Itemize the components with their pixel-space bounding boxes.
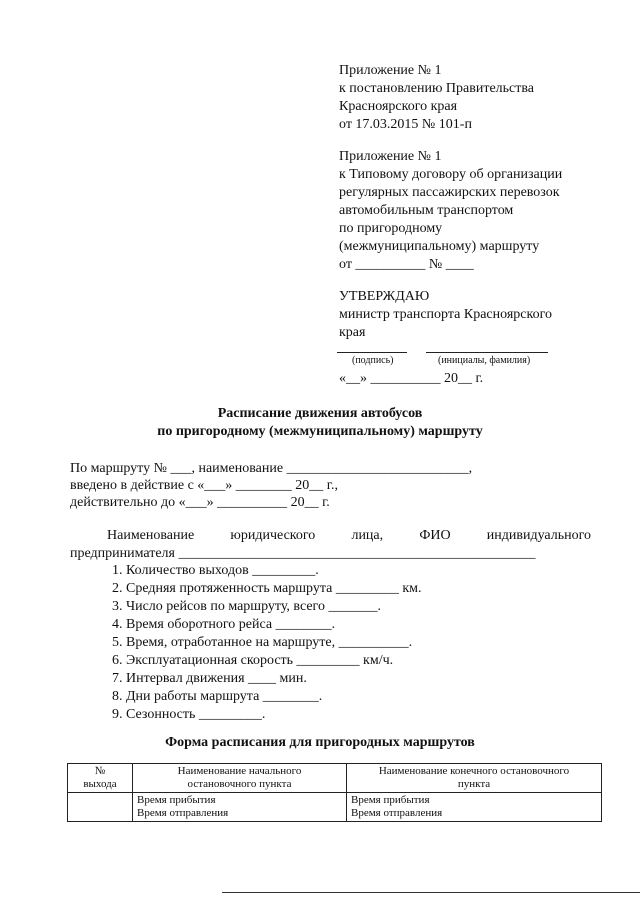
list-item: 6. Эксплуатационная скорость _________ км/ч. [112, 653, 394, 668]
entity-word: ФИО [419, 528, 451, 543]
entity-word: Наименование [107, 528, 195, 543]
document-heading-line: Расписание движения автобусов [217, 406, 423, 421]
column-header-line: остановочного пункта [187, 778, 292, 790]
list-item: 3. Число рейсов по маршруту, всего _______. [112, 599, 381, 614]
list-item: 2. Средняя протяженность маршрута _________ км. [112, 581, 422, 596]
column-header-line: пункта [457, 778, 491, 790]
appendix-resolution-line: Красноярского края [339, 99, 458, 114]
appendix-contract-line: Приложение № 1 [339, 149, 442, 164]
list-item: 4. Время оборотного рейса ________. [112, 617, 336, 632]
list-item: 8. Дни работы маршрута ________. [112, 689, 323, 704]
column-header-line: выхода [83, 778, 117, 790]
entity-label-line [107, 527, 591, 545]
table-header-row [68, 764, 602, 793]
entity-word: юридического [230, 528, 316, 543]
list-item: 1. Количество выходов _________. [112, 563, 319, 578]
column-header-exit-number [68, 764, 133, 793]
signature-line [337, 352, 407, 353]
approve-position-line: края [339, 325, 366, 340]
column-header-end-stop [347, 764, 602, 793]
route-info-line: действительно до «___» __________ 20__ г. [70, 495, 330, 510]
appendix-contract-line: по пригородному [339, 221, 443, 236]
route-info-line: По маршруту № ___, наименование __________________________, [70, 461, 473, 476]
name-caption: (инициалы, фамилия) [438, 355, 531, 366]
appendix-resolution-line: Приложение № 1 [339, 63, 442, 78]
form-heading: Форма расписания для пригородных маршрутов [165, 735, 475, 750]
arrival-label: Время прибытия [351, 794, 430, 806]
entity-field-line: предпринимателя ___________________________________________________ [70, 546, 536, 561]
name-line [426, 352, 548, 353]
page-bottom-line [222, 892, 640, 893]
appendix-resolution-line: к постановлению Правительства [339, 81, 535, 96]
appendix-resolution-line: от 17.03.2015 № 101-п [339, 117, 472, 132]
route-parameters-list [112, 562, 422, 724]
document-heading [0, 405, 640, 441]
appendix-contract-line: к Типовому договору об организации [339, 167, 563, 182]
approve-position-line: министр транспорта Красноярского [339, 307, 552, 322]
entity-word: индивидуального [486, 528, 591, 543]
appendix-contract-block [339, 148, 562, 274]
appendix-contract-line: от __________ № ____ [339, 257, 474, 272]
column-header-line: Наименование начального [177, 765, 302, 777]
table-cell-end-stop [347, 793, 602, 822]
arrival-label: Время прибытия [137, 794, 216, 806]
schedule-table [67, 763, 602, 822]
list-item: 9. Сезонность _________. [112, 707, 266, 722]
column-header-line: Наименование конечного остановочного [378, 765, 570, 777]
list-item: 5. Время, отработанное на маршруте, __________. [112, 635, 413, 650]
table-cell-start-stop [133, 793, 347, 822]
departure-label: Время отправления [137, 807, 229, 819]
column-header-line: № [94, 765, 106, 777]
appendix-contract-line: автомобильным транспортом [339, 203, 514, 218]
appendix-resolution-block [339, 62, 534, 134]
table-row [68, 793, 602, 822]
table-cell-exit-number [68, 793, 133, 822]
list-item: 7. Интервал движения ____ мин. [112, 671, 307, 686]
appendix-contract-line: (межмуниципальному) маршруту [339, 239, 540, 254]
entity-word: лица, [351, 528, 384, 543]
column-header-start-stop [133, 764, 347, 793]
approve-date-line: «__» __________ 20__ г. [339, 371, 484, 386]
route-info-line: введено в действие с «___» ________ 20__ г., [70, 478, 338, 493]
signature-caption: (подпись) [352, 355, 394, 366]
approve-title: УТВЕРЖДАЮ [339, 289, 430, 304]
appendix-contract-line: регулярных пассажирских перевозок [339, 185, 560, 200]
departure-label: Время отправления [351, 807, 443, 819]
document-heading-line: по пригородному (межмуниципальному) маршруту [157, 424, 483, 439]
